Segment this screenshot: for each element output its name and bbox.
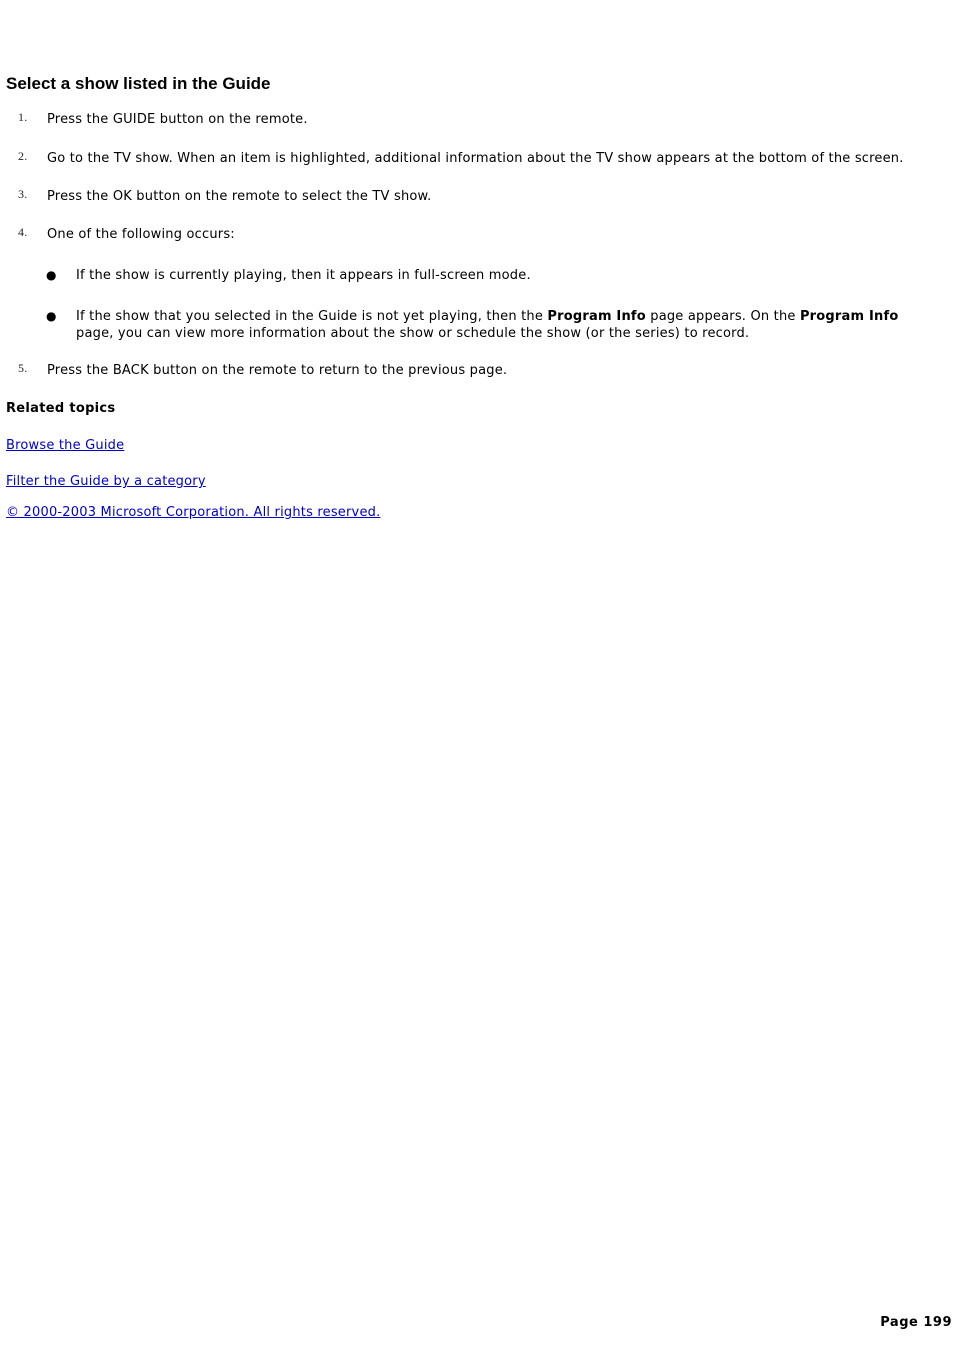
bullet-text-part: page appears. On the [645, 309, 800, 324]
copyright-link[interactable]: © 2000-2003 Microsoft Corporation. All rights reserved. [6, 505, 381, 520]
page-title: Select a show listed in the Guide [6, 74, 271, 93]
related-topics-heading: Related topics [6, 401, 116, 416]
program-info-term: Program Info [547, 309, 646, 324]
program-info-term: Program Info [799, 309, 899, 324]
bullet-text: If the show is currently playing, then it appears in full-screen mode. [76, 268, 531, 283]
step-text: Press the BACK button on the remote to return to the previous page. [47, 363, 508, 378]
step-number: 3. [18, 187, 28, 201]
step-text: One of the following occurs: [47, 227, 235, 242]
step-number: 5. [18, 361, 28, 375]
page-number: Page 199 [880, 1315, 952, 1330]
browse-guide-link[interactable]: Browse the Guide [6, 438, 125, 453]
bullet-icon: ● [46, 309, 57, 323]
step-text: Go to the TV show. When an item is highlighted, additional information about the TV show appears at the bottom of the screen. [47, 151, 904, 166]
bullet-text-part: page, you can view more information about the show or schedule the show (or the series) to record. [76, 326, 750, 341]
bullet-text [76, 308, 936, 342]
step-number: 2. [18, 149, 28, 163]
step-number: 1. [18, 110, 28, 124]
step-number: 4. [18, 225, 28, 239]
bullet-text-part: If the show that you selected in the Guide is not yet playing, then the [76, 309, 548, 324]
step-text: Press the GUIDE button on the remote. [47, 112, 308, 127]
filter-guide-link[interactable]: Filter the Guide by a category [6, 474, 206, 489]
bullet-icon: ● [46, 268, 57, 282]
step-text: Press the OK button on the remote to select the TV show. [47, 189, 432, 204]
